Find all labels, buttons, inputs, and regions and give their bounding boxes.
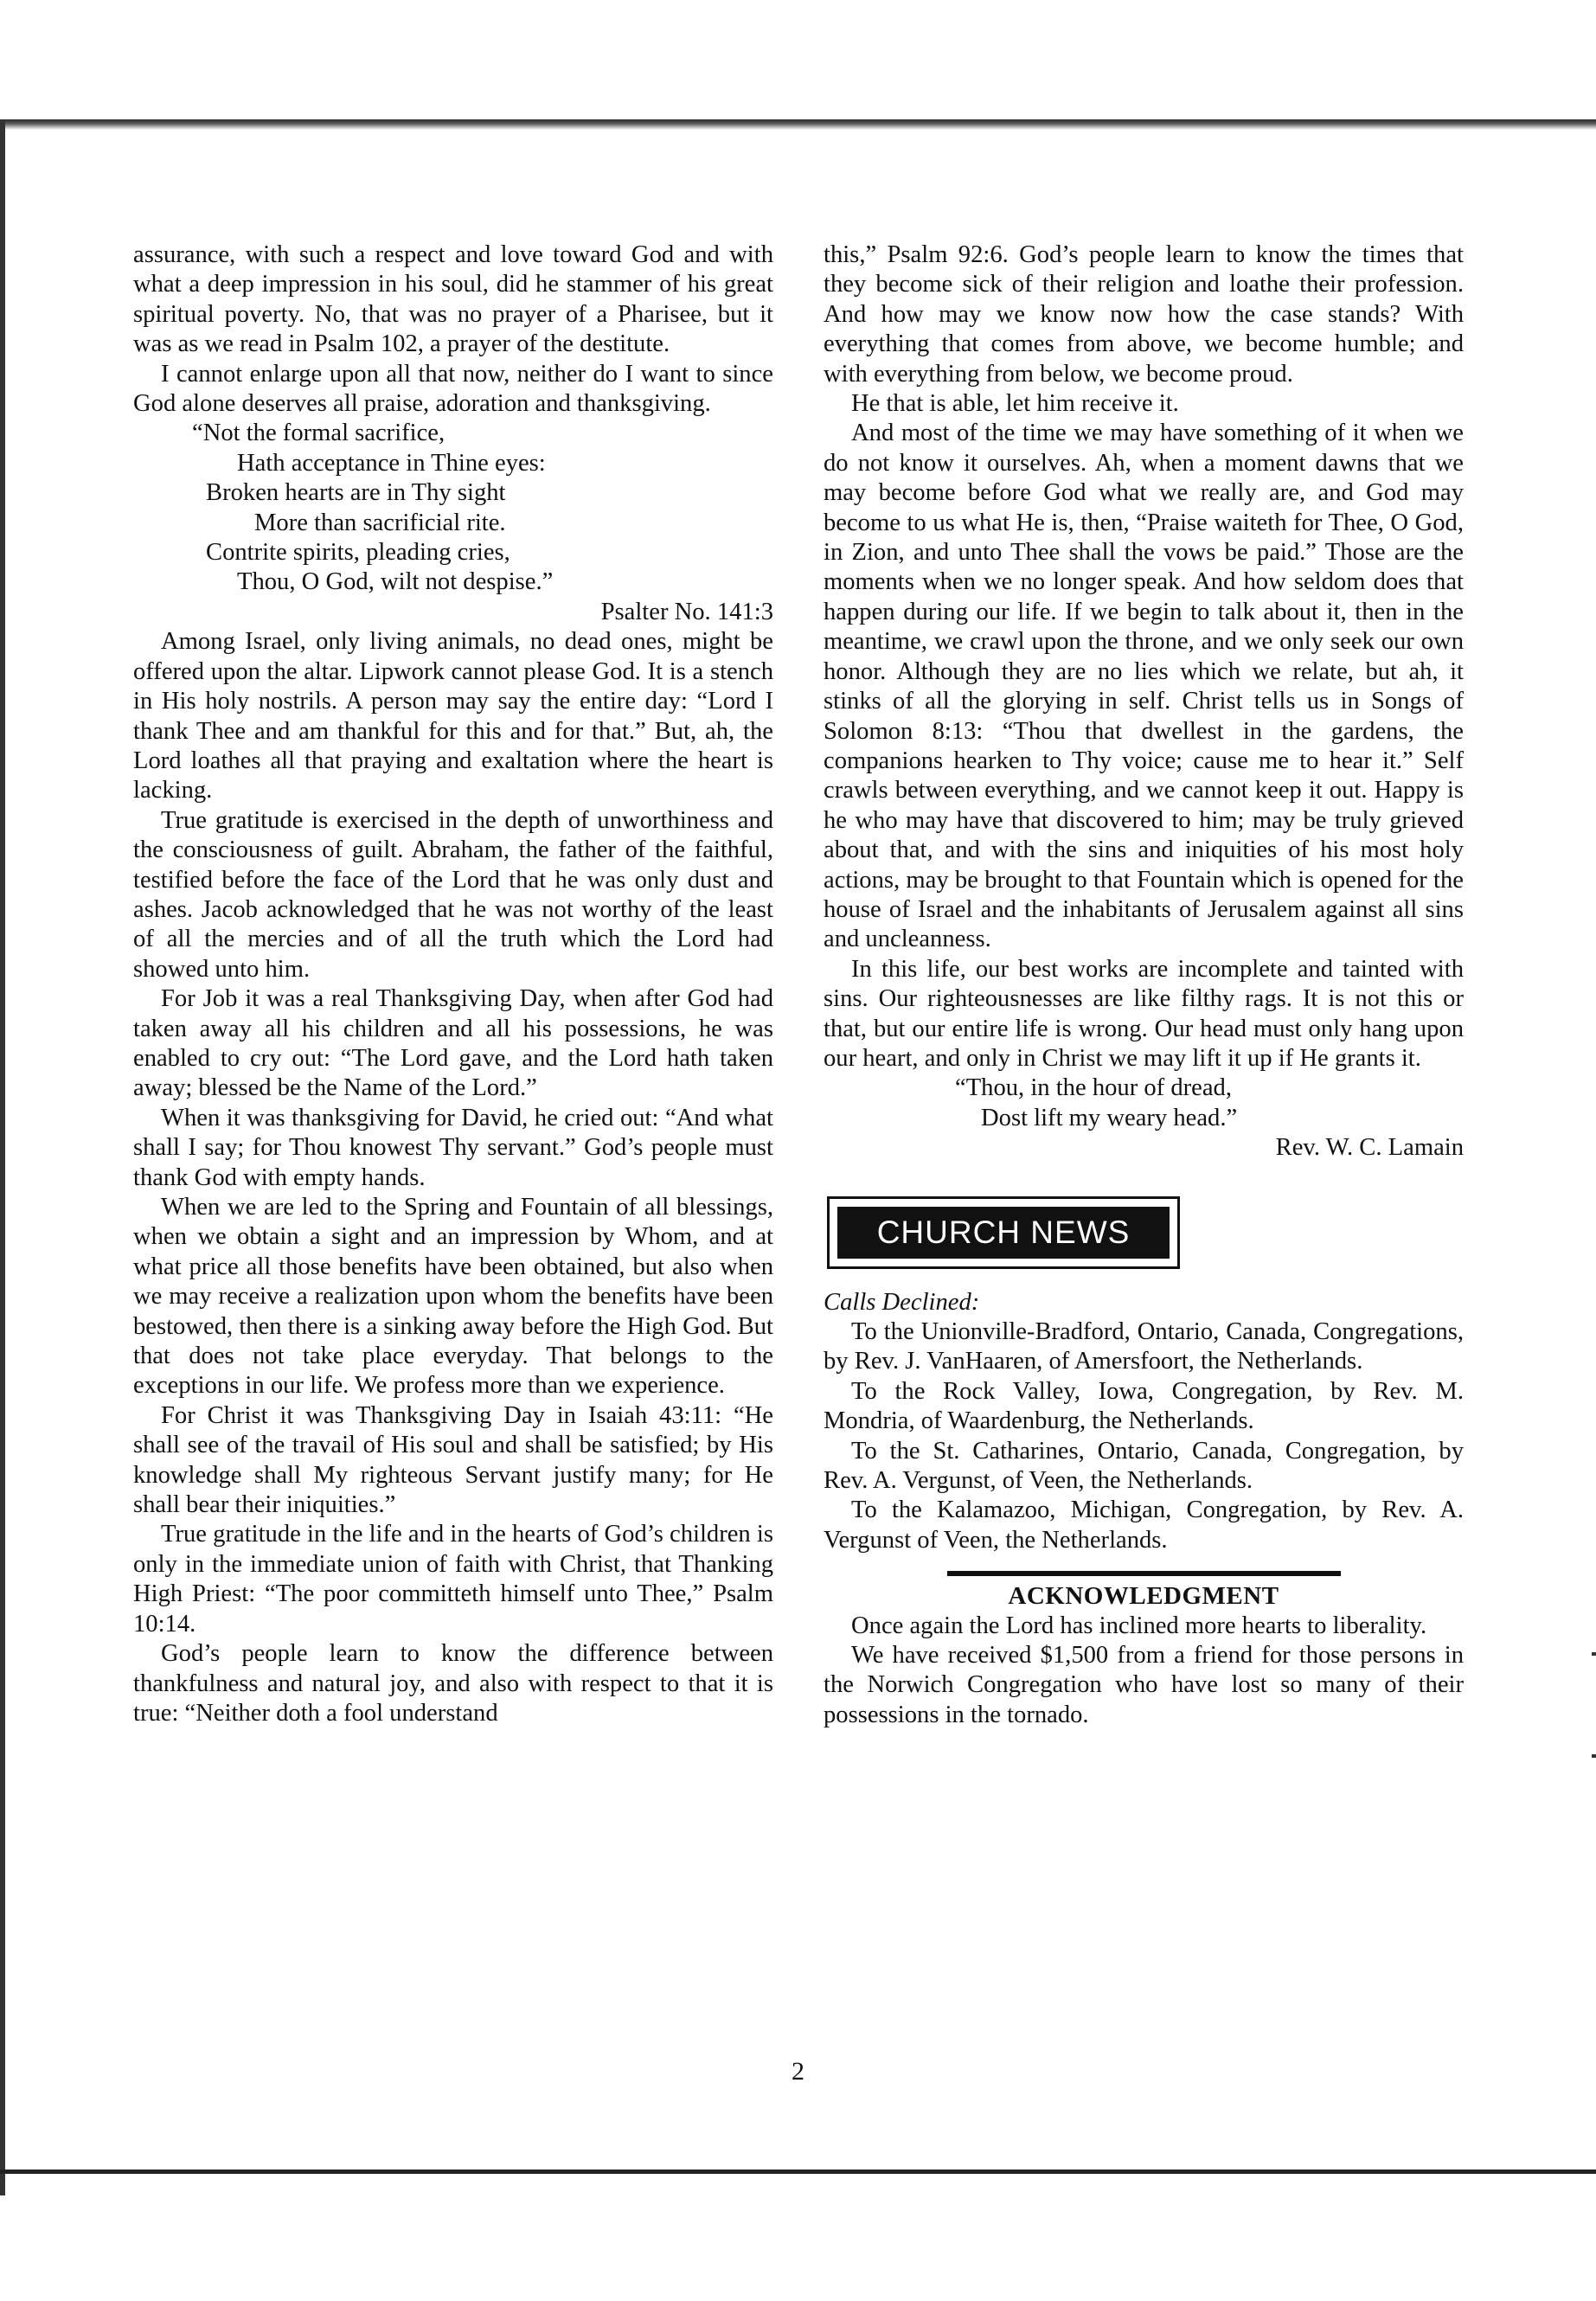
church-news-banner bbox=[827, 1196, 1180, 1269]
news-item: To the St. Catharines, Ontario, Canada, Congregation, by Rev. A. Vergunst, of Veen, the Netherlands. bbox=[824, 1437, 1464, 1495]
calls-declined-label: Calls Declined: bbox=[824, 1288, 980, 1316]
scan-edge-left bbox=[0, 119, 5, 2195]
scan-edge-bottom bbox=[0, 2170, 1596, 2174]
paragraph: God’s people learn to know the difference between thankfulness and natural joy, and also with respect to that it is true: “Neither doth a fool understand bbox=[133, 1640, 773, 1727]
verse-line: Contrite spirits, pleading cries, bbox=[206, 539, 510, 567]
section-divider bbox=[947, 1571, 1341, 1576]
right-column bbox=[824, 240, 1464, 1730]
verse-line: Dost lift my weary head.” bbox=[981, 1104, 1238, 1131]
verse-line: Hath acceptance in Thine eyes: bbox=[237, 449, 546, 477]
verse-line: “Not the formal sacrifice, bbox=[192, 420, 445, 447]
verse-line: Thou, O God, wilt not despise.” bbox=[237, 568, 554, 596]
psalter-verse bbox=[133, 419, 773, 627]
paragraph: assurance, with such a respect and love toward God and with what a deep impression in his soul, did he stammer of his great spiritual poverty. No, that was no prayer of a Pharisee, but it was as we read in Psalm 102, a prayer of the destitute. bbox=[133, 241, 773, 358]
acknowledgment-heading: ACKNOWLEDGMENT bbox=[1008, 1582, 1279, 1611]
scan-mark bbox=[1592, 1754, 1596, 1758]
paragraph: True gratitude is exercised in the depth of unworthiness and the consciousness of guilt. Abraham, the father of the faithful, testified before the face of the Lord that he was only dust and ashes. Jacob acknowledged that he was not worthy of the least of all the mercies and of all the truth which the Lord had showed unto him. bbox=[133, 806, 773, 983]
paragraph: Once again the Lord has inclined more hearts to liberality. bbox=[851, 1612, 1427, 1639]
verse-line: More than sacrificial rite. bbox=[254, 509, 506, 536]
paragraph: For Christ it was Thanksgiving Day in Isaiah 43:11: “He shall see of the travail of His soul and shall be satisfied; by His knowledge shall My righteous Servant justify many; for He shall bear their iniquities.” bbox=[133, 1401, 773, 1519]
news-item: To the Unionville-Bradford, Ontario, Canada, Congregations, by Rev. J. VanHaaren, of Amersfoort, the Netherlands. bbox=[824, 1318, 1464, 1375]
verse-line: Broken hearts are in Thy sight bbox=[206, 479, 506, 507]
news-item: To the Rock Valley, Iowa, Congregation, by Rev. M. Mondria, of Waardenburg, the Netherlands. bbox=[824, 1377, 1464, 1435]
church-news-title: CHURCH NEWS bbox=[837, 1207, 1170, 1259]
paragraph: True gratitude in the life and in the hearts of God’s children is only in the immediate union of faith with Christ, that Thanking High Priest: “The poor committeth himself unto Thee,” Psalm 10:14. bbox=[133, 1521, 773, 1638]
paragraph: For Job it was a real Thanksgiving Day, when after God had taken away all his children and all his possessions, he was enabled to cry out: “The Lord gave, and the Lord hath taken away; blessed be the Name of the Lord.” bbox=[133, 985, 773, 1102]
paragraph: Among Israel, only living animals, no dead ones, might be offered upon the altar. Lipwork cannot please God. It is a stench in His holy nostrils. A person may say the entire day: “Lord I thank Thee and am thankful for this and for that.” But, ah, the Lord loathes all that praying and exaltation where the heart is lacking. bbox=[133, 628, 773, 804]
scan-edge-top bbox=[0, 119, 1596, 130]
paragraph: I cannot enlarge upon all that now, neither do I want to since God alone deserves all praise, adoration and thanksgiving. bbox=[133, 360, 773, 418]
paragraph: In this life, our best works are incomplete and tainted with sins. Our righteousnesses are like filthy rags. It is not this or that, but our entire life is wrong. Our head must only hang upon our heart, and only in Christ we may lift it up if He grants it. bbox=[824, 955, 1464, 1072]
paragraph: this,” Psalm 92:6. God’s people learn to know the times that they become sick of their religion and loathe their profession. And how may we know now how the case stands? With everything that comes from above, we become humble; and with everything from below, we become proud. bbox=[824, 241, 1464, 388]
news-item: To the Kalamazoo, Michigan, Congregation, by Rev. A. Vergunst of Veen, the Netherlands. bbox=[824, 1497, 1464, 1554]
paragraph: He that is able, let him receive it. bbox=[851, 390, 1179, 418]
closing-verse bbox=[824, 1074, 1464, 1163]
paragraph: We have received $1,500 from a friend for those persons in the Norwich Congregation who have lost so many of their possessions in the tornado. bbox=[824, 1642, 1464, 1728]
paragraph: When it was thanksgiving for David, he cried out: “And what shall I say; for Thou knowest Thy servant.” God’s people must thank God with empty hands. bbox=[133, 1104, 773, 1191]
verse-line: “Thou, in the hour of dread, bbox=[955, 1074, 1232, 1102]
paragraph: When we are led to the Spring and Fountain of all blessings, when we obtain a sight and an impression by Whom, and at what price all those benefits have been obtained, but also when we may receive a realization upon whom the benefits have been bestowed, then there is a sinking away before the High God. But that does not take place everyday. That belongs to the exceptions in our life. We profess more than we experience. bbox=[133, 1194, 773, 1400]
verse-source: Psalter No. 141:3 bbox=[600, 598, 773, 625]
scan-mark bbox=[1592, 1652, 1596, 1656]
page-number: 2 bbox=[792, 2057, 804, 2086]
left-column bbox=[133, 240, 773, 1728]
signature: Rev. W. C. Lamain bbox=[1275, 1134, 1464, 1162]
paragraph: And most of the time we may have something of it when we do not know it ourselves. Ah, when a moment dawns that we may become before God what we really are, and God may become to us what He is, then, “Praise waiteth for Thee, O God, in Zion, and unto Thee shall the vows be paid.” Those are the moments when we no longer speak. And how seldom does that happen during our life. If we begin to talk about it, then in the meantime, we crawl upon the throne, and we only seek our own honor. Although they are no lies which we relate, but ah, it stinks of all the glorying in self. Christ tells us in Songs of Solomon 8:13: “Thou that dwellest in the gardens, the companions hearken to Thy voice; cause me to hear it.” Self crawls between everything, and we cannot keep it out. Happy is he who may have that discovered to him; may be truly grieved about that, and with the sins and iniquities of his most holy actions, may be brought to that Fountain which is opened for the house of Israel and the inhabitants of Jerusalem against all sins and uncleanness. bbox=[824, 420, 1464, 953]
